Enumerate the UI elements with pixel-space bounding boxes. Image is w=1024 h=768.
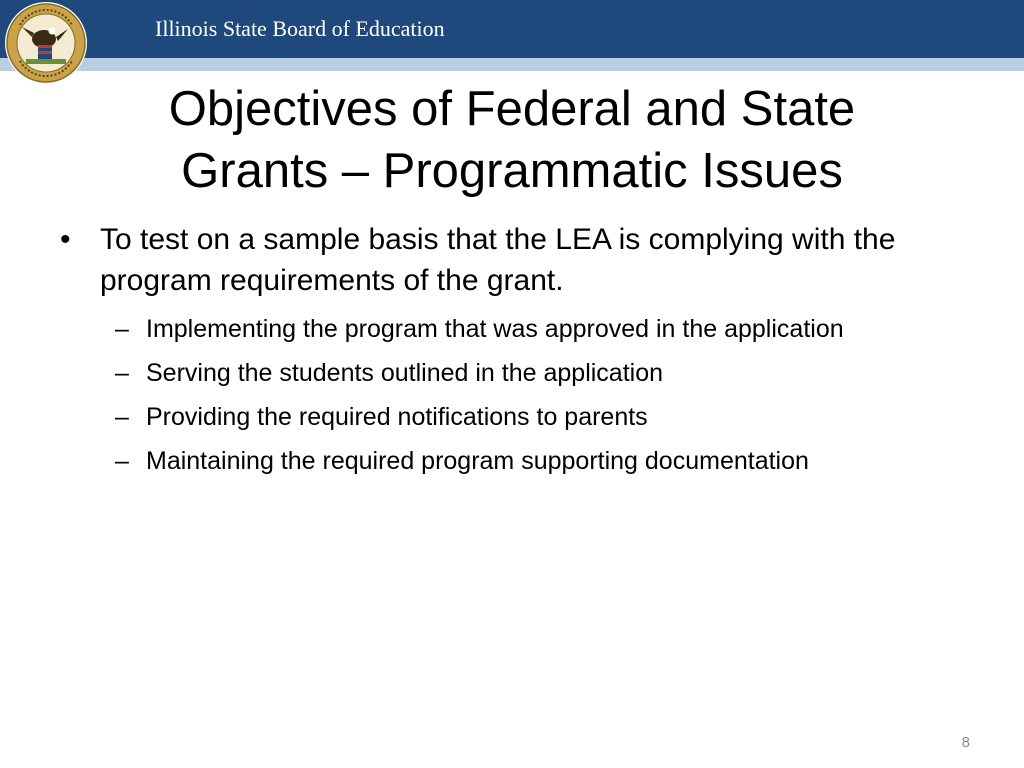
sub-bullet-item (60, 311, 960, 347)
sub-bullet-text: Implementing the program that was approved in the application (146, 315, 844, 343)
state-seal-icon (4, 1, 88, 85)
sub-bullet-marker: – (115, 447, 129, 475)
sub-bullet-marker: – (115, 403, 129, 431)
slide-title (40, 78, 984, 202)
sub-bullet-marker: – (115, 315, 129, 343)
slide-content (60, 219, 960, 487)
sub-bullet-item (60, 443, 960, 479)
sub-bullet-marker: – (115, 359, 129, 387)
slide-title-line-2: Grants – Programmatic Issues (181, 144, 843, 198)
sub-bullet-item (60, 399, 960, 435)
sub-bullet-item (60, 355, 960, 391)
slide-title-line-1: Objectives of Federal and State (168, 82, 856, 136)
header-stripe (0, 58, 1024, 71)
sub-bullet-text: Maintaining the required program supporting documentation (146, 447, 809, 475)
page-number: 8 (961, 734, 970, 751)
sub-bullet-text: Providing the required notifications to parents (146, 403, 648, 431)
header-bar (0, 0, 1024, 58)
sub-bullet-text: Serving the students outlined in the application (146, 359, 664, 387)
bullet-marker: • (60, 223, 71, 256)
organization-name: Illinois State Board of Education (155, 16, 445, 41)
bullet-item (60, 219, 960, 301)
bullet-text: To test on a sample basis that the LEA is complying with the program requirements of the grant. (100, 223, 896, 297)
